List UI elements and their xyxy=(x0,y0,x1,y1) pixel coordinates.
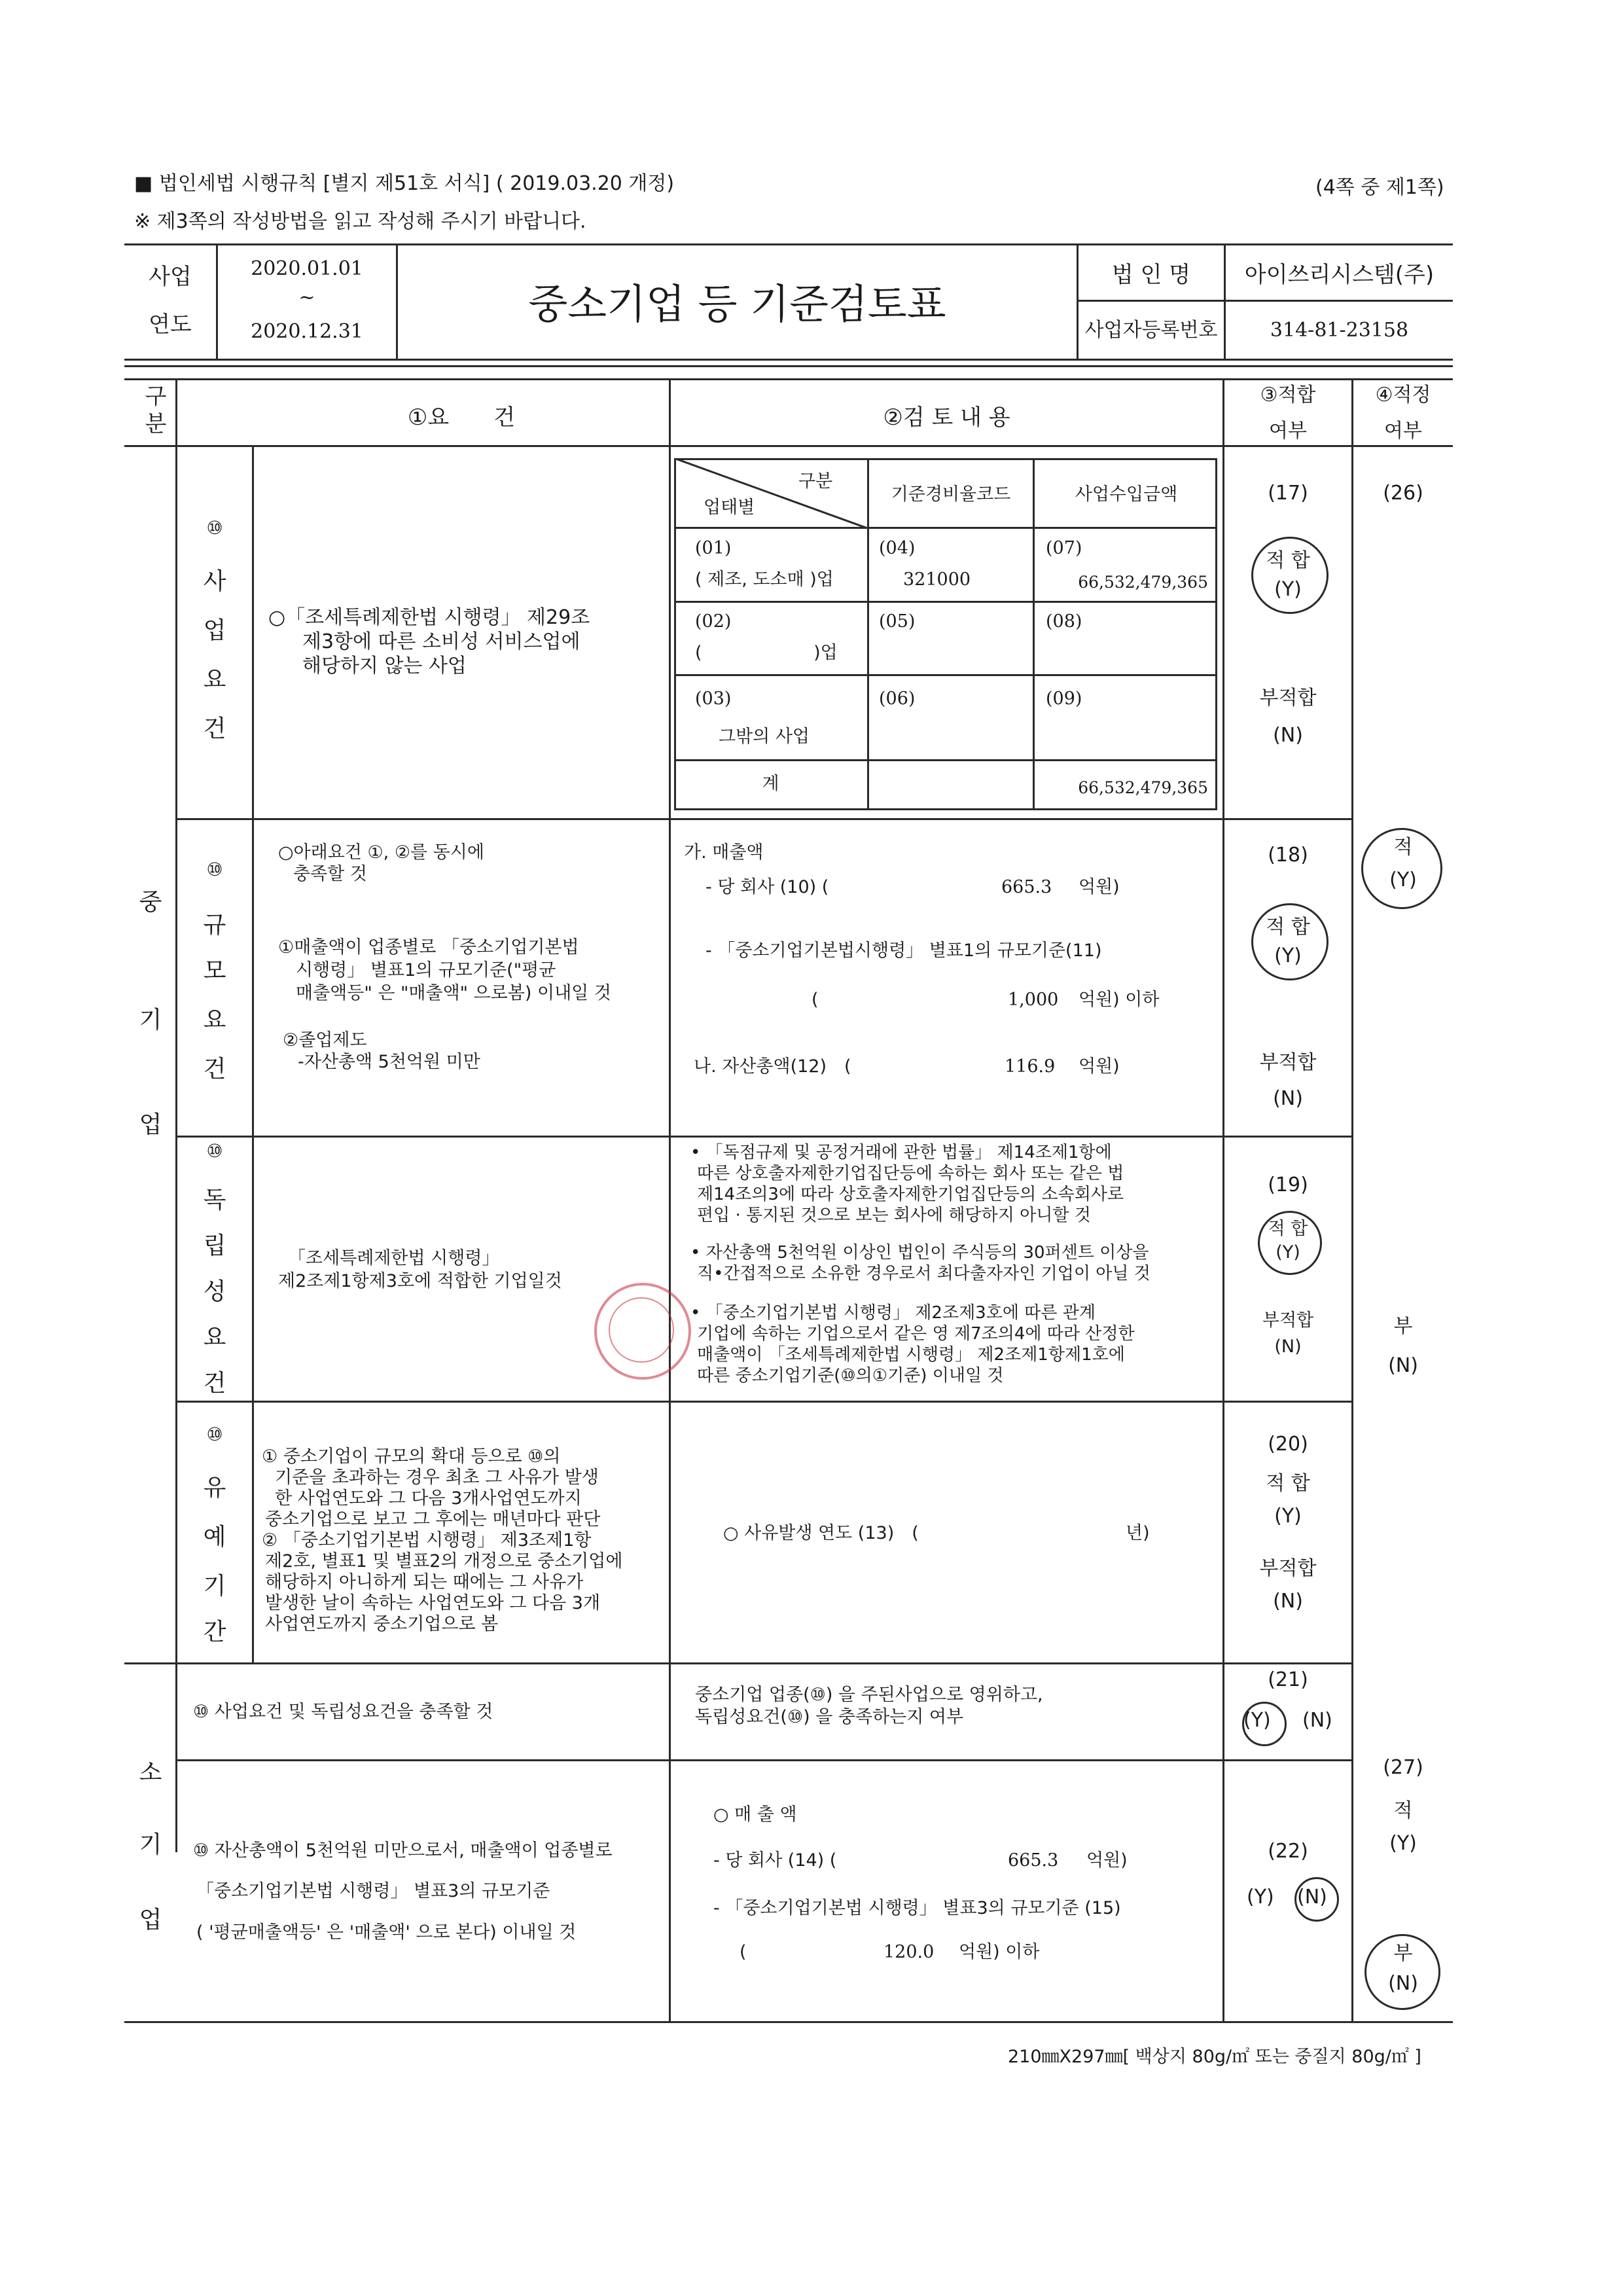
section-small-char-1: 소 xyxy=(139,1759,162,1786)
row107-rev-c: - 「중소기업기본법 시행령」 별표3의 규모기준 (15) xyxy=(713,1898,1121,1918)
row102-rev-d-open: ( xyxy=(812,990,819,1010)
fiscal-date-separator: ~ xyxy=(298,286,315,309)
row104-req-3: 한 사업연도와 그 다음 3개사업연도까지 xyxy=(275,1488,582,1509)
row103-fit-no: 부적합 xyxy=(1262,1310,1314,1331)
row107-req-1: ⑩ 자산총액이 5천억원 미만으로서, 매출액이 업종별로 xyxy=(193,1840,613,1861)
row102-req-1a: ○아래요건 ①, ②를 동시에 xyxy=(278,842,484,863)
instruction-note: ※ 제3쪽의 작성방법을 읽고 작성해 주시기 바랍니다. xyxy=(134,210,586,233)
row107-rev-d-open: ( xyxy=(740,1942,747,1962)
row102-req-3a: ②졸업제도 xyxy=(283,1030,367,1050)
row104-char-3: 기 xyxy=(203,1573,226,1600)
sme-fit4-yes: 적 (Y) xyxy=(1389,836,1417,891)
small-fit4-yes-code: (Y) xyxy=(1389,1832,1417,1855)
row103-fit-code: (19) xyxy=(1268,1174,1308,1196)
row104-req-6: 제2호, 별표1 및 별표2의 개정으로 중소기업에 xyxy=(265,1551,623,1571)
row104-req-7: 해당하지 아니하게 되는 때에는 그 사유가 xyxy=(265,1572,584,1592)
small-fit4-code: (27) xyxy=(1383,1756,1423,1779)
col-header-fit3-b: 여부 xyxy=(1269,420,1307,442)
row106-requirement: ⑩ 사업요건 및 독립성요건을 충족할 것 xyxy=(193,1702,493,1722)
table-cell-07-revenue: 66,532,479,365 xyxy=(1078,573,1208,592)
row101-req-line-3: 해당하지 않는 사업 xyxy=(302,655,467,677)
table-total-label: 계 xyxy=(762,774,779,794)
row104-req-9: 사업연도까지 중소기업으로 봄 xyxy=(265,1614,499,1634)
table-header-gubun: 구분 xyxy=(798,471,833,492)
col-header-fit4-a: ④적정 xyxy=(1375,384,1431,406)
row104-req-2: 기준을 초과하는 경우 최초 그 사유가 발생 xyxy=(275,1467,599,1488)
row101-char-3: 요 xyxy=(203,666,226,693)
col-header-gubun: 구분 xyxy=(145,384,167,437)
row102-fit-code: (18) xyxy=(1268,844,1308,867)
row104-char-1: 유 xyxy=(203,1475,226,1501)
corp-name-value: 아이쓰리시스템(주) xyxy=(1244,262,1435,288)
section-small-char-3: 업 xyxy=(139,1907,162,1933)
row102-req-2b: 시행령」 별표1의 규모기준("평균 xyxy=(296,960,556,980)
sme-fit4-no-code: (N) xyxy=(1388,1354,1418,1377)
row102-fit-yes: 적 합 (Y) xyxy=(1266,916,1310,967)
table-header-type: 업태별 xyxy=(704,497,755,518)
row101-req-line-1: ○「조세특례제한법 시행령」 제29조 xyxy=(268,606,590,629)
row104-req-1: ① 중소기업이 규모의 확대 등으로 ⑩의 xyxy=(262,1446,561,1467)
row103-rev-1d: 편입 · 통지된 것으로 보는 회사에 해당하지 아니할 것 xyxy=(697,1206,1091,1225)
row101-fit-yes: 적 합 (Y) xyxy=(1266,549,1310,601)
row104-fit-yes-code: (Y) xyxy=(1274,1505,1302,1528)
row107-rev-b-value: 665.3 xyxy=(1008,1850,1059,1871)
row107-fit-code: (22) xyxy=(1268,1840,1308,1863)
row101-char-1: 사 xyxy=(203,568,226,595)
row104-number: ⑩ xyxy=(206,1424,223,1445)
fiscal-start-date: 2020.01.01 xyxy=(251,257,363,280)
row102-char-2: 모 xyxy=(203,958,226,984)
table-cell-09: (09) xyxy=(1046,689,1082,709)
row102-number: ⑩ xyxy=(206,859,223,880)
table-cell-01: (01) xyxy=(695,538,732,558)
section-small-char-2: 기 xyxy=(139,1831,162,1858)
table-cell-02-type: ( )업 xyxy=(695,643,838,663)
row104-review-year-unit: 년) xyxy=(1126,1523,1150,1543)
row102-req-3b: -자산총액 5천억원 미만 xyxy=(298,1052,480,1072)
small-fit4-yes: 적 xyxy=(1393,1799,1413,1822)
section-sme-char-1: 중 xyxy=(139,889,162,916)
form-reference: ■ 법인세법 시행규칙 [별지 제51호 서식] ( 2019.03.20 개정) xyxy=(134,172,675,195)
table-header-revenue: 사업수입금액 xyxy=(1075,484,1178,505)
table-total-value: 66,532,479,365 xyxy=(1078,778,1208,797)
row107-req-2: 「중소기업기본법 시행령」 별표3의 규모기준 xyxy=(196,1881,550,1901)
table-cell-01-type: ( 제조, 도소매 )업 xyxy=(695,569,834,590)
corp-name-label: 법 인 명 xyxy=(1111,262,1191,288)
row103-rev-3a: • 「중소기업기본법 시행령」 제2조제3호에 따른 관계 xyxy=(690,1303,1096,1323)
row102-char-4: 건 xyxy=(203,1056,226,1083)
row104-req-5: ② 「중소기업기본법 시행령」 제3조제1항 xyxy=(262,1530,592,1551)
row103-rev-1c: 제14조의3에 따라 상호출자제한기업집단등의 소속회사로 xyxy=(697,1185,1124,1204)
row103-rev-2b: 직•간접적으로 소유한 경우로서 최다출자자인 기업이 아닐 것 xyxy=(697,1264,1150,1283)
col-header-requirement: ①요 건 xyxy=(407,404,516,431)
small-fit4-no: 부 (N) xyxy=(1388,1942,1418,1995)
row102-rev-d-unit: 억원) 이하 xyxy=(1079,990,1160,1010)
table-cell-03-type: 그밖의 사업 xyxy=(719,726,810,747)
row104-fit-code: (20) xyxy=(1268,1433,1308,1456)
table-cell-08: (08) xyxy=(1046,611,1082,632)
row107-req-3: ( '평균매출액등' 은 '매출액' 으로 본다) 이내일 것 xyxy=(196,1922,577,1943)
reg-number-value: 314-81-23158 xyxy=(1270,319,1409,342)
row102-rev-a: 가. 매출액 xyxy=(684,842,764,863)
row101-fit-code: (17) xyxy=(1268,482,1308,505)
row102-rev-e: 나. 자산총액(12) ( xyxy=(694,1056,851,1077)
row107-fit-y: (Y) xyxy=(1247,1886,1274,1909)
row103-rev-1a: • 「독점규제 및 공정거래에 관한 법률」 제14조제1항에 xyxy=(690,1143,1112,1162)
row103-char-1: 독 xyxy=(203,1187,226,1213)
col-header-fit3-a: ③적합 xyxy=(1260,384,1316,406)
row107-rev-a: ○ 매 출 액 xyxy=(713,1804,797,1825)
row104-fit-no: 부적합 xyxy=(1259,1557,1317,1580)
row101-number: ⑩ xyxy=(206,517,223,539)
row107-fit-n: (N) xyxy=(1297,1886,1327,1909)
reg-number-label: 사업자등록번호 xyxy=(1084,319,1218,342)
row102-rev-e-unit: 억원) xyxy=(1079,1056,1120,1077)
table-cell-03: (03) xyxy=(695,689,732,709)
row107-rev-b-unit: 억원) xyxy=(1086,1850,1128,1871)
row103-req-1: 「조세특례제한법 시행령」 xyxy=(288,1248,500,1268)
row102-fit-no-code: (N) xyxy=(1273,1087,1303,1110)
page-title: 중소기업 등 기준검토표 xyxy=(528,280,946,328)
row102-rev-b-unit: 억원) xyxy=(1079,877,1120,897)
row101-req-line-2: 제3항에 따른 소비성 서비스업에 xyxy=(302,630,580,653)
row103-char-5: 건 xyxy=(203,1370,226,1397)
sme-fit4-no: 부 xyxy=(1393,1315,1413,1338)
row106-review-2: 독립성요건(⑩) 을 충족하는지 여부 xyxy=(695,1707,964,1727)
row103-char-2: 립 xyxy=(203,1232,226,1259)
table-cell-07: (07) xyxy=(1046,538,1082,558)
row102-req-1b: 충족할 것 xyxy=(293,864,367,884)
row102-char-1: 규 xyxy=(203,912,226,939)
page-info: (4쪽 중 제1쪽) xyxy=(1315,176,1444,199)
sme-fit4-code: (26) xyxy=(1383,482,1423,505)
row107-rev-b: - 당 회사 (14) ( xyxy=(713,1850,837,1871)
table-header-code: 기준경비율코드 xyxy=(891,484,1011,505)
col-header-review: ②검 토 내 용 xyxy=(883,404,1010,431)
table-cell-05: (05) xyxy=(879,611,916,632)
row103-rev-3c: 매출액이 「조세특례제한법 시행령」 제2조제1항제1호에 xyxy=(697,1345,1125,1365)
row103-req-2: 제2조제1항제3호에 적합한 기업일것 xyxy=(278,1271,562,1291)
row102-char-3: 요 xyxy=(203,1007,226,1033)
row104-req-8: 발생한 날이 속하는 사업연도와 그 다음 3개 xyxy=(265,1593,601,1613)
paper-spec-footer: 210㎜X297㎜[ 백상지 80g/㎡ 또는 중질지 80g/㎡ ] xyxy=(1008,2047,1421,2067)
row103-rev-2a: • 자산총액 5천억원 이상인 법인이 주식등의 30퍼센트 이상을 xyxy=(690,1243,1149,1263)
row101-char-4: 건 xyxy=(203,715,226,742)
row104-req-4: 중소기업으로 보고 그 후에는 매년마다 판단 xyxy=(265,1509,601,1530)
row102-rev-c: - 「중소기업기본법시행령」 별표1의 규모기준(11) xyxy=(705,941,1102,961)
row101-fit-no-code: (N) xyxy=(1273,724,1303,747)
row104-fit-no-code: (N) xyxy=(1273,1590,1303,1613)
row102-req-2a: ①매출액이 업종별로 「중소기업기본법 xyxy=(278,937,579,958)
row103-rev-3b: 기업에 속하는 기업으로서 같은 영 제7조의4에 따라 산정한 xyxy=(697,1324,1135,1344)
row103-fit-yes: 적 합 (Y) xyxy=(1268,1219,1308,1263)
table-cell-02: (02) xyxy=(695,611,732,632)
year-label-1: 사업 xyxy=(149,264,192,290)
row102-req-2c: 매출액등" 은 "매출액" 으로봄) 이내일 것 xyxy=(296,983,611,1003)
row103-fit-no-code: (N) xyxy=(1274,1336,1302,1357)
section-sme-char-3: 업 xyxy=(139,1111,162,1138)
row102-rev-b: - 당 회사 (10) ( xyxy=(705,877,829,897)
row102-rev-d-value: 1,000 xyxy=(1008,990,1059,1010)
row103-char-3: 성 xyxy=(203,1278,226,1305)
row101-fit-no: 부적합 xyxy=(1259,687,1317,709)
row106-review-1: 중소기업 업종(⑩) 을 주된사업으로 영위하고, xyxy=(695,1685,1043,1705)
row102-fit-no: 부적합 xyxy=(1259,1051,1317,1074)
row107-rev-d-unit: 억원) 이하 xyxy=(959,1942,1040,1962)
row102-rev-b-value: 665.3 xyxy=(1001,877,1052,897)
section-sme-char-2: 기 xyxy=(139,1007,162,1033)
row103-number: ⑩ xyxy=(206,1140,223,1162)
row106-fit-n: (N) xyxy=(1302,1709,1332,1732)
table-cell-04: (04) xyxy=(879,538,916,558)
row103-rev-3d: 따른 중소기업기준(⑩의①기준) 이내일 것 xyxy=(697,1366,1004,1386)
row104-char-2: 예 xyxy=(203,1524,226,1551)
row104-review: ○ 사유발생 연도 (13) ( xyxy=(723,1523,919,1543)
year-label-2: 연도 xyxy=(149,312,192,338)
row102-rev-e-value: 116.9 xyxy=(1005,1056,1056,1077)
row103-char-4: 요 xyxy=(203,1324,226,1351)
fiscal-end-date: 2020.12.31 xyxy=(251,320,363,343)
row104-fit-yes: 적 합 xyxy=(1266,1472,1310,1495)
row106-fit-code: (21) xyxy=(1268,1668,1308,1691)
row107-rev-d-value: 120.0 xyxy=(883,1942,935,1962)
row101-char-2: 업 xyxy=(203,617,226,644)
col-header-fit4-b: 여부 xyxy=(1384,420,1422,442)
table-cell-06: (06) xyxy=(879,689,916,709)
row103-rev-1b: 따른 상호출자제한기업집단등에 속하는 회사 또는 같은 법 xyxy=(697,1164,1124,1183)
table-cell-04-code: 321000 xyxy=(903,569,971,590)
row104-char-4: 간 xyxy=(203,1619,226,1645)
row106-fit-y: (Y) xyxy=(1243,1709,1271,1732)
